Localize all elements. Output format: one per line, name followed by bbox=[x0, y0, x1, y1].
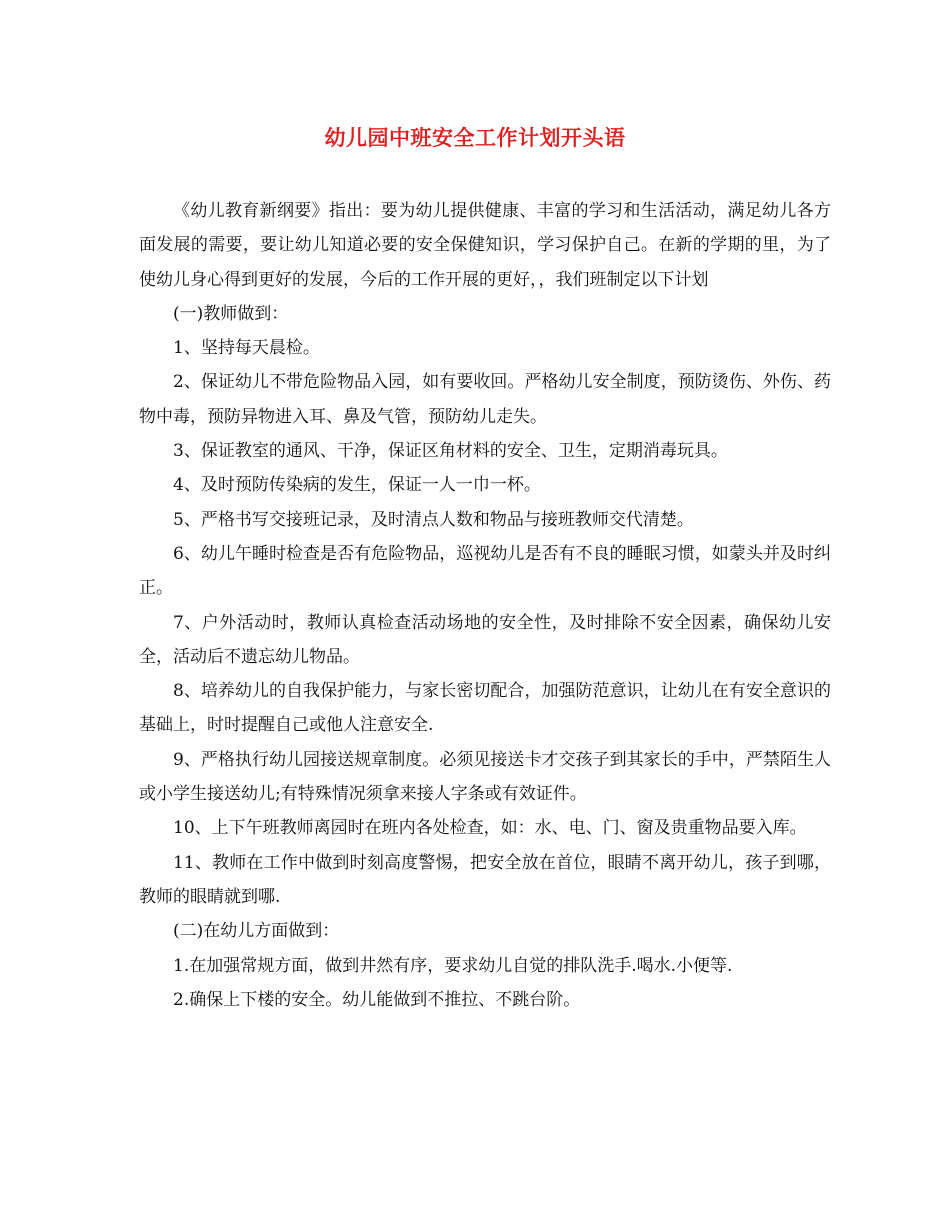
teacher-item-4: 4、及时预防传染病的发生，保证一人一巾一杯。 bbox=[173, 475, 541, 496]
teacher-item-10: 10、上下午班教师离园时在班内各处检查，如：水、电、门、窗及贵重物品要入库。 bbox=[173, 818, 807, 839]
teacher-item-9: 9、严格执行幼儿园接送规章制度。必须见接送卡才交孩子到其家长的手中，严禁陌生人或小学生接送幼儿;有特殊情况须拿来接人字条或有效证件。 bbox=[139, 749, 831, 805]
teacher-item-3: 3、保证教室的通风、干净，保证区角材料的安全、卫生，定期消毒玩具。 bbox=[173, 441, 728, 462]
section-heading-teachers: (一)教师做到： bbox=[173, 303, 289, 324]
teacher-item-6: 6、幼儿午睡时检查是否有危险物品，巡视幼儿是否有不良的睡眠习惯，如蒙头并及时纠正。 bbox=[139, 543, 831, 599]
paragraph-intro: 《幼儿教育新纲要》指出：要为幼儿提供健康、丰富的学习和生活活动，满足幼儿各方面发展的需要，要让幼儿知道必要的安全保健知识，学习保护自己。在新的学期的里，为了使幼儿身心得到更好的发展，今后的工作开展的更好，，我们班制定以下计划 bbox=[139, 201, 831, 290]
teacher-item-8: 8、培养幼儿的自我保护能力，与家长密切配合，加强防范意识，让幼儿在有安全意识的基础上，时时提醒自己或他人注意安全. bbox=[139, 681, 831, 736]
document-title: 幼儿园中班安全工作计划开头语 bbox=[324, 125, 626, 150]
teacher-item-5: 5、严格书写交接班记录，及时清点人数和物品与接班教师交代清楚。 bbox=[173, 509, 694, 530]
teacher-item-2: 2、保证幼儿不带危险物品入园，如有要收回。严格幼儿安全制度，预防烫伤、外伤、药物中毒，预防异物进入耳、鼻及气管，预防幼儿走失。 bbox=[139, 372, 831, 427]
document-body bbox=[139, 194, 831, 1017]
teacher-item-1: 1、坚持每天晨检。 bbox=[173, 338, 320, 359]
child-item-2: 2.确保上下楼的安全。幼儿能做到不推拉、不跳台阶。 bbox=[173, 989, 581, 1010]
teacher-item-7: 7、户外活动时，教师认真检查活动场地的安全性，及时排除不安全因素，确保幼儿安全，活动后不遗忘幼儿物品。 bbox=[139, 612, 831, 667]
section-heading-children: (二)在幼儿方面做到： bbox=[173, 921, 340, 942]
teacher-item-11: 11、教师在工作中做到时刻高度警惕，把安全放在首位，眼睛不离开幼儿，孩子到哪，教师的眼睛就到哪. bbox=[139, 852, 831, 907]
child-item-1: 1.在加强常规方面，做到井然有序，要求幼儿自觉的排队洗手.喝水.小便等. bbox=[173, 955, 733, 976]
